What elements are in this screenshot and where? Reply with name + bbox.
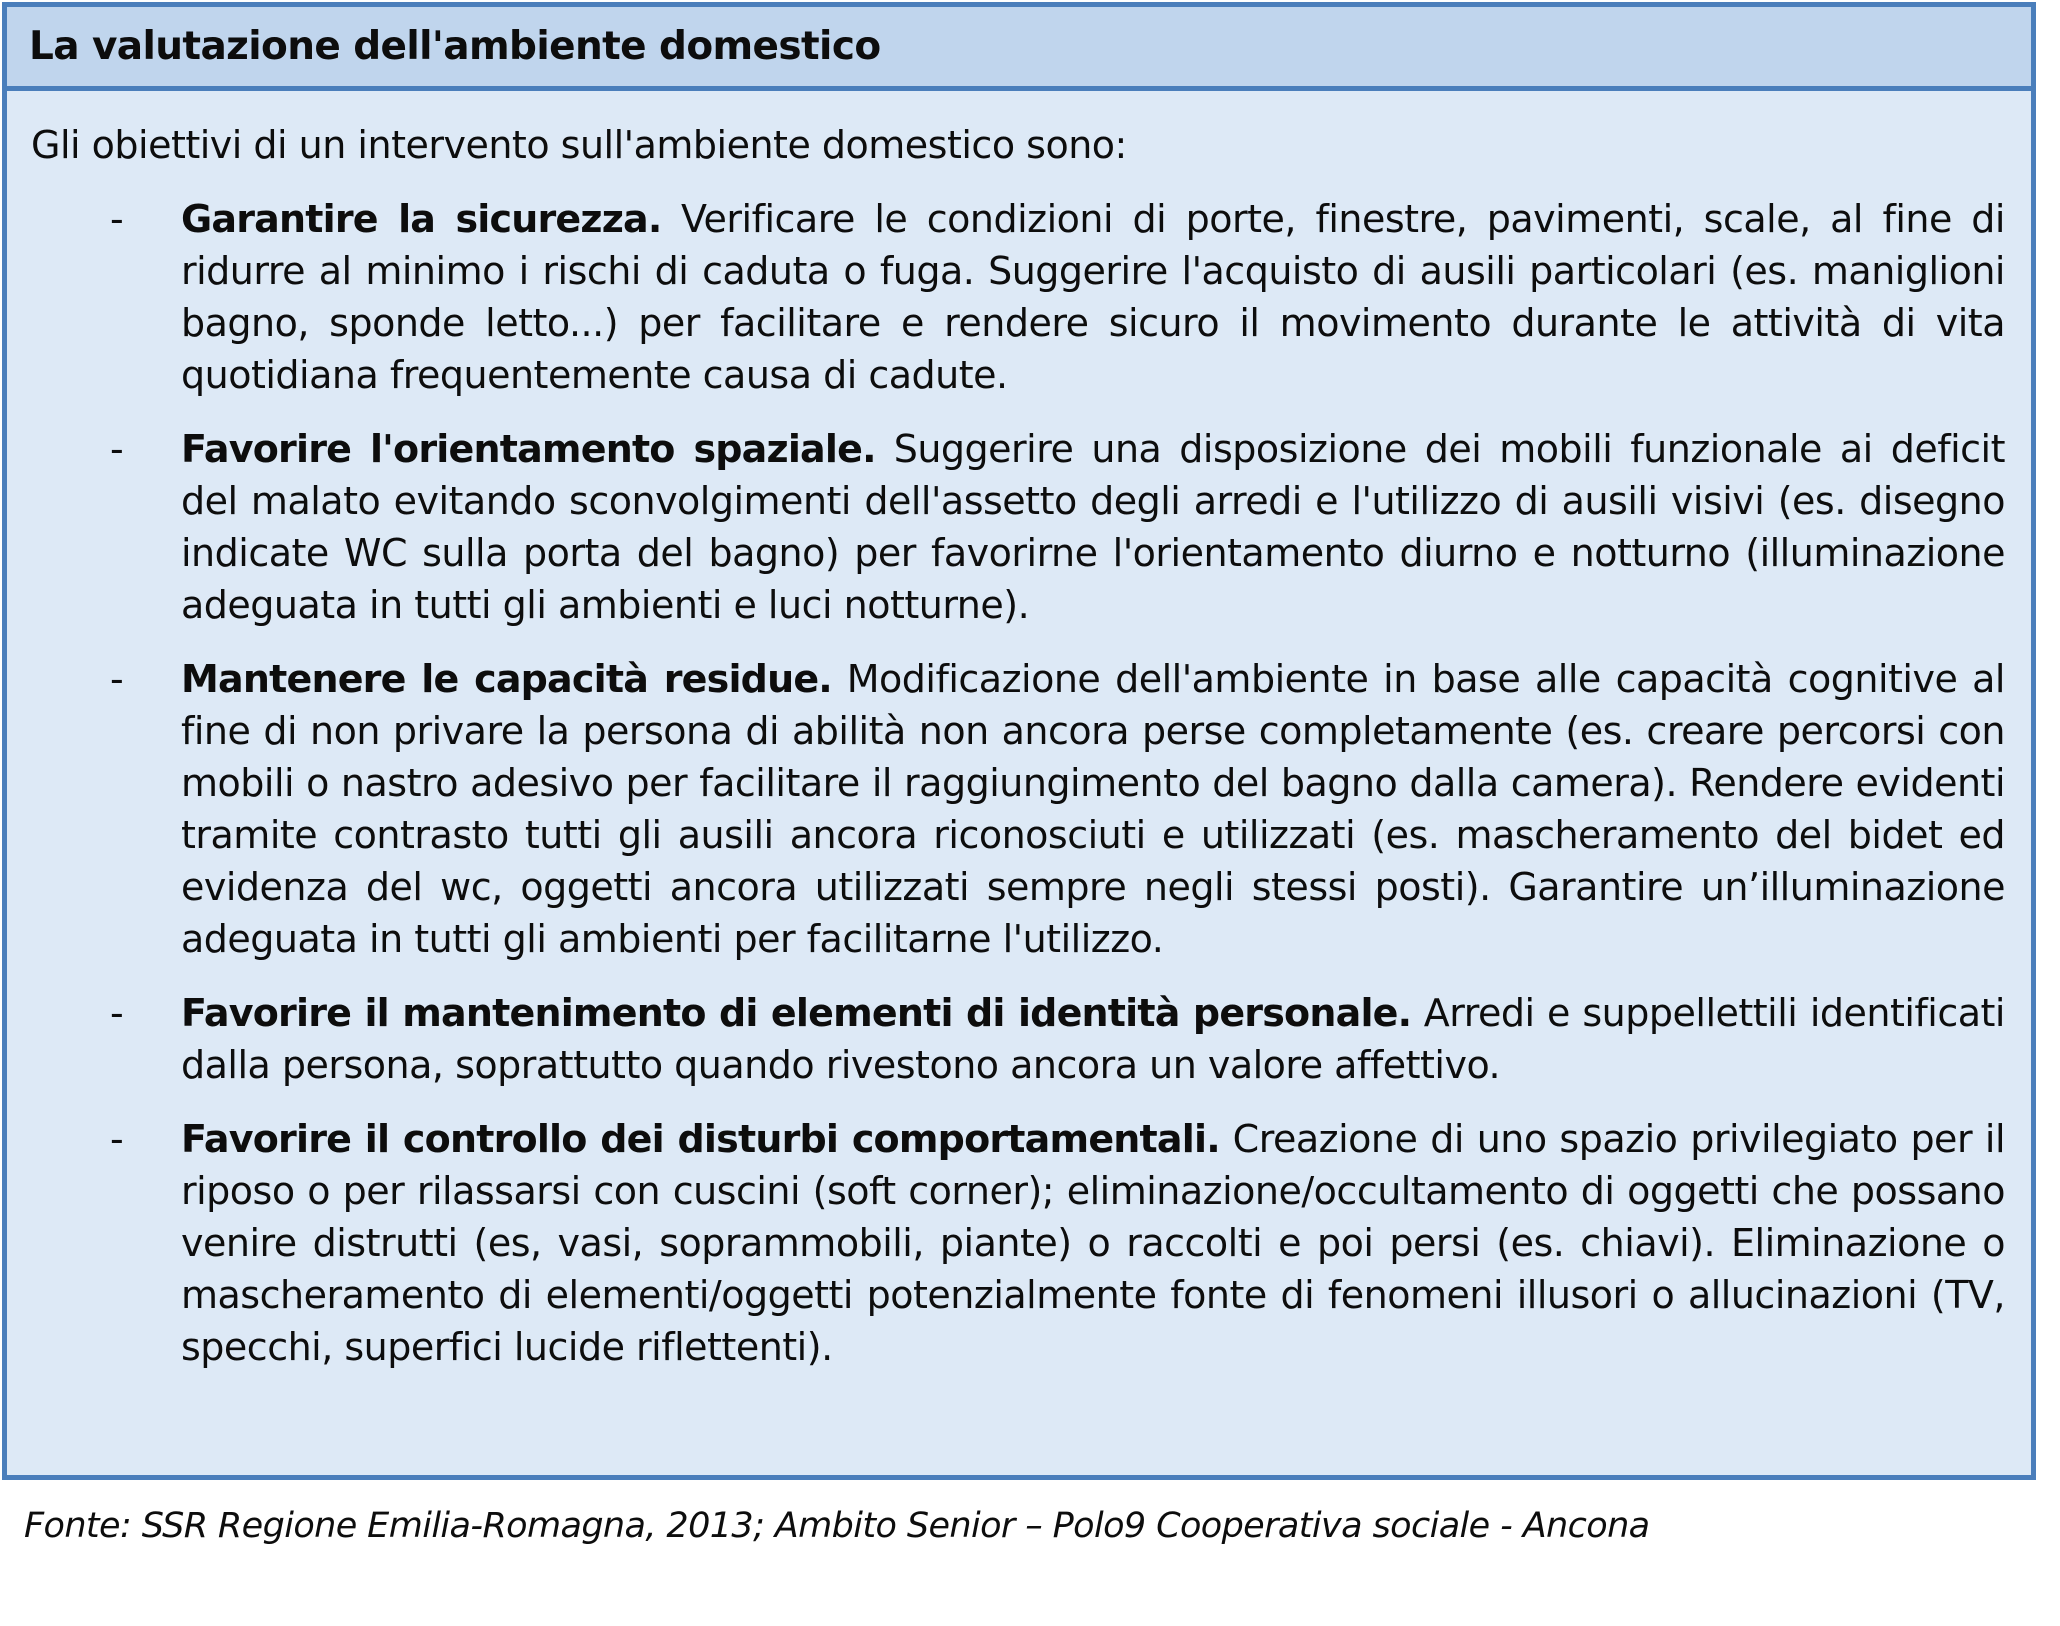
objectives-list: [31, 193, 2005, 1373]
item-text: [181, 987, 2005, 1091]
bullet-dash: -: [110, 427, 124, 471]
item-text: [181, 653, 2005, 965]
bullet-dash: -: [110, 657, 124, 701]
info-box: [2, 2, 2036, 1480]
item-text: [181, 193, 2005, 401]
item-description: Verificare le condizioni di porte, finestre, pavimenti, scale, al fine di ridurre al minimo i rischi di caduta o fuga. Suggerire l'acquisto di ausili particolari (es. maniglioni bagno, sponde letto...) per facilitare e rendere sicuro il movimento durante le attività di vita quotidiana frequentemente causa di cadute.: [181, 197, 2005, 397]
item-heading: Mantenere le capacità residue.: [181, 657, 832, 701]
list-item: [31, 193, 2005, 401]
item-description: Arredi e suppellettili identificati dalla persona, soprattutto quando rivestono ancora un valore affettivo.: [181, 991, 2005, 1087]
item-text: [181, 423, 2005, 631]
bullet-dash: -: [110, 1117, 124, 1161]
list-item: [31, 653, 2005, 965]
bullet-dash: -: [110, 197, 124, 241]
item-description: Modificazione dell'ambiente in base alle capacità cognitive al fine di non privare la persona di abilità non ancora perse completamente (es. creare percorsi con mobili o nastro adesivo per facilitare il raggiungimento del bagno dalla camera). Rendere evidenti tramite contrasto tutti gli ausili ancora riconosciuti e utilizzati (es. mascheramento del bidet ed evidenza del wc, oggetti ancora utilizzati sempre negli stessi posti). Garantire un’illuminazione adeguata in tutti gli ambienti per facilitarne l'utilizzo.: [181, 657, 2005, 961]
item-heading: Garantire la sicurezza.: [181, 197, 662, 241]
info-box-title: La valutazione dell'ambiente domestico: [29, 24, 881, 69]
bullet-dash: -: [110, 991, 124, 1035]
item-description: Creazione di uno spazio privilegiato per il riposo o per rilassarsi con cuscini (soft corner); eliminazione/occultamento di oggetti che possano venire distrutti (es, vasi, soprammobili, piante) o raccolti e poi persi (es. chiavi). Eliminazione o mascheramento di elementi/oggetti potenzialmente fonte di fenomeni illusori o allucinazioni (TV, specchi, superfici lucide riflettenti).: [181, 1117, 2006, 1369]
list-item: [31, 1113, 2005, 1373]
intro-text: Gli obiettivi di un intervento sull'ambiente domestico sono:: [31, 123, 1127, 167]
item-heading: Favorire l'orientamento spaziale.: [181, 427, 876, 471]
item-heading: Favorire il mantenimento di elementi di identità personale.: [181, 991, 1412, 1035]
info-box-header: [7, 7, 2031, 91]
list-item: [31, 987, 2005, 1091]
item-description: Suggerire una disposizione dei mobili funzionale ai deficit del malato evitando sconvolgimenti dell'assetto degli arredi e l'utilizzo di ausili visivi (es. disegno indicate WC sulla porta del bagno) per favorirne l'orientamento diurno e notturno (illuminazione adeguata in tutti gli ambienti e luci notturne).: [181, 427, 2005, 627]
list-item: [31, 423, 2005, 631]
item-text: [181, 1113, 2005, 1373]
source-caption: Fonte: SSR Regione Emilia-Romagna, 2013; Ambito Senior – Polo9 Cooperativa sociale - Ancona: [24, 1506, 1650, 1546]
info-box-body: [7, 91, 2031, 1373]
item-heading: Favorire il controllo dei disturbi comportamentali.: [181, 1117, 1220, 1161]
